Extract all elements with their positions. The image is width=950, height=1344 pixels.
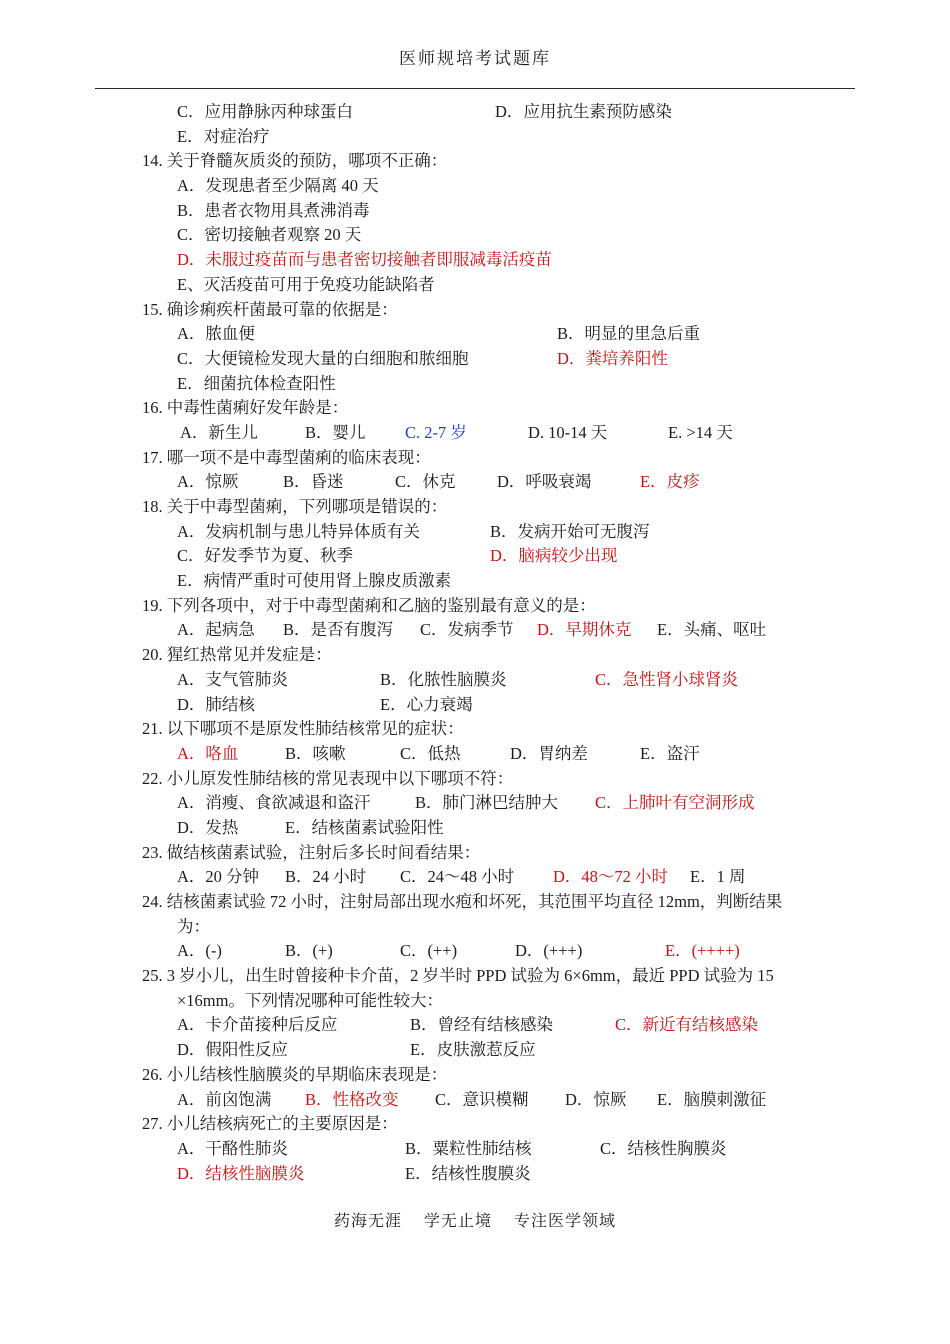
text-run: B．发病开始可无腹泻 — [490, 521, 650, 541]
text-run: A．消瘦、食欲减退和盗汗 — [177, 793, 371, 813]
text-run: B．婴儿 — [305, 422, 366, 442]
document-title: 医师规培考试题库 — [399, 49, 551, 68]
text-line — [0, 1088, 950, 1113]
text-run: B．明显的里急后重 — [557, 324, 701, 344]
text-line — [0, 421, 950, 446]
text-line — [0, 125, 950, 150]
text-run: D．(+++) — [515, 941, 583, 961]
text-line — [0, 964, 950, 989]
text-run: B．肺门淋巴结肿大 — [415, 793, 559, 813]
answer-highlight: D．48～72 小时 — [553, 867, 669, 887]
text-run: A．支气管肺炎 — [177, 669, 288, 689]
answer-highlight: D．粪培养阳性 — [557, 348, 668, 368]
text-run: A．发现患者至少隔离 40 天 — [177, 176, 379, 196]
text-run: E．脑膜刺激征 — [657, 1089, 767, 1109]
text-line — [0, 199, 950, 224]
text-line — [0, 495, 950, 520]
text-run: B．咳嗽 — [285, 743, 346, 763]
text-line — [0, 1112, 950, 1137]
text-run: 18. 关于中毒型菌痢，下列哪项是错误的： — [142, 497, 448, 516]
text-line — [0, 1162, 950, 1187]
text-run: C．休克 — [395, 472, 456, 492]
text-line — [0, 816, 950, 841]
text-line — [0, 989, 950, 1014]
text-run: E．1 周 — [690, 867, 746, 887]
text-line — [0, 149, 950, 174]
text-line — [0, 100, 950, 125]
text-line — [0, 372, 950, 397]
text-run: D．假阳性反应 — [177, 1040, 288, 1060]
answer-highlight: C．新近有结核感染 — [615, 1015, 759, 1035]
answer-highlight: A．咯血 — [177, 743, 239, 763]
text-line — [0, 643, 950, 668]
text-run: 23. 做结核菌素试验，注射后多长时间看结果： — [142, 842, 481, 862]
answer-highlight: C．急性肾小球肾炎 — [595, 669, 739, 689]
text-run: E．头痛、呕吐 — [657, 620, 767, 640]
text-run: A．20 分钟 — [177, 867, 260, 887]
text-run: 19. 下列各项中，对于中毒型菌痢和乙脑的鉴别最有意义的是： — [142, 595, 596, 615]
text-run: 24. 结核菌素试验 72 小时，注射局部出现水疱和坏死，其范围平均直径 12mm，判断结果 — [142, 892, 783, 911]
text-run: D．惊厥 — [565, 1089, 627, 1109]
text-run: B．粟粒性肺结核 — [405, 1138, 532, 1158]
text-run: E、灭活疫苗可用于免疫功能缺陷者 — [177, 274, 435, 294]
answer-highlight: D．未服过疫苗而与患者密切接触者即服减毒活疫苗 — [177, 250, 552, 270]
answer-highlight: E．(++++) — [665, 941, 740, 961]
text-run: 20. 猩红热常见并发症是： — [142, 645, 332, 665]
text-line — [0, 742, 950, 767]
text-line — [0, 248, 950, 273]
text-line — [0, 1013, 950, 1038]
text-run: A．发病机制与患儿特异体质有关 — [177, 521, 420, 541]
text-run: 21. 以下哪项不是原发性肺结核常见的症状： — [142, 719, 464, 739]
text-line — [0, 791, 950, 816]
text-line — [0, 223, 950, 248]
text-run: D．胃纳差 — [510, 743, 588, 763]
text-run: B．曾经有结核感染 — [410, 1015, 554, 1035]
text-line — [0, 841, 950, 866]
answer-highlight: C．上肺叶有空洞形成 — [595, 793, 755, 813]
text-run: D．呼吸衰竭 — [497, 472, 592, 492]
text-run: 27. 小儿结核病死亡的主要原因是： — [142, 1114, 398, 1134]
text-run: C．发病季节 — [420, 620, 514, 640]
text-line — [0, 693, 950, 718]
text-line — [0, 298, 950, 323]
text-line — [0, 1063, 950, 1088]
answer-highlight-blue: C. 2-7 岁 — [405, 422, 467, 442]
text-run: E．心力衰竭 — [380, 694, 473, 714]
text-line — [0, 1137, 950, 1162]
footer-motto: 药海无涯 学无止境 专注医学领域 — [333, 1213, 616, 1230]
text-run: 26. 小儿结核性脑膜炎的早期临床表现是： — [142, 1064, 448, 1084]
text-run: E．皮肤激惹反应 — [410, 1040, 536, 1060]
text-run: A．起病急 — [177, 620, 255, 640]
text-line — [0, 347, 950, 372]
text-run: B．患者衣物用具煮沸消毒 — [177, 200, 370, 220]
text-line — [0, 618, 950, 643]
text-run: 22. 小儿原发性肺结核的常见表现中以下哪项不符： — [142, 768, 514, 788]
text-run: E．盗汗 — [640, 743, 700, 763]
text-run: A．惊厥 — [177, 472, 239, 492]
text-run: 25. 3 岁小儿，出生时曾接种卡介苗，2 岁半时 PPD 试验为 6×6mm，最近 PPD 试验为 15 — [142, 966, 774, 986]
text-run: C．密切接触者观察 20 天 — [177, 225, 362, 245]
text-line — [0, 890, 950, 915]
text-run: D．肺结核 — [177, 694, 255, 714]
answer-highlight: D．结核性脑膜炎 — [177, 1163, 305, 1183]
text-run: A．脓血便 — [177, 324, 255, 344]
text-run: E．病情严重时可使用肾上腺皮质激素 — [177, 571, 452, 591]
text-run: B．(+) — [285, 941, 333, 961]
text-run: E．结核性腹膜炎 — [405, 1163, 531, 1183]
answer-highlight: D．脑病较少出现 — [490, 546, 618, 566]
answer-highlight: D．早期休克 — [537, 620, 632, 640]
document-body — [0, 100, 950, 1186]
text-run: C．结核性胸膜炎 — [600, 1138, 727, 1158]
text-run: D．发热 — [177, 817, 239, 837]
text-run: 14. 关于脊髓灰质炎的预防，哪项不正确： — [142, 151, 448, 171]
text-line — [0, 668, 950, 693]
text-run: B．化脓性脑膜炎 — [380, 669, 507, 689]
text-line — [0, 915, 950, 940]
text-run: B．是否有腹泻 — [283, 620, 394, 640]
text-line — [0, 717, 950, 742]
text-run: 为： — [177, 916, 210, 936]
text-run: A．新生儿 — [180, 422, 258, 442]
text-run: B．24 小时 — [285, 867, 367, 887]
text-run: D．应用抗生素预防感染 — [495, 102, 672, 121]
text-run: E．对症治疗 — [177, 126, 270, 146]
text-run: A．干酪性肺炎 — [177, 1138, 288, 1158]
text-run: C．大便镜检发现大量的白细胞和脓细胞 — [177, 348, 469, 368]
text-line — [0, 174, 950, 199]
text-line — [0, 470, 950, 495]
text-run: C．低热 — [400, 743, 461, 763]
text-line — [0, 1038, 950, 1063]
text-run: C．好发季节为夏、秋季 — [177, 546, 354, 566]
text-line — [0, 594, 950, 619]
text-line — [0, 396, 950, 421]
text-run: D. 10-14 天 — [528, 422, 608, 442]
answer-highlight: B．性格改变 — [305, 1089, 399, 1109]
text-run: A．卡介苗接种后反应 — [177, 1015, 338, 1035]
text-run: 16. 中毒性菌痢好发年龄是： — [142, 398, 349, 418]
text-run: A．前囟饱满 — [177, 1089, 272, 1109]
text-line — [0, 322, 950, 347]
text-run: 15. 确诊痢疾杆菌最可靠的依据是： — [142, 299, 398, 319]
text-run: C．应用静脉丙种球蛋白 — [177, 102, 354, 121]
text-run: 17. 哪一项不是中毒型菌痢的临床表现： — [142, 447, 431, 467]
text-line — [0, 273, 950, 298]
text-run: C．24～48 小时 — [400, 867, 515, 887]
answer-highlight: E．皮疹 — [640, 472, 700, 492]
text-run: ×16mm。下列情况哪种可能性较大： — [177, 990, 443, 1010]
text-run: B．昏迷 — [283, 472, 344, 492]
text-run: E. >14 天 — [668, 422, 733, 442]
text-run: C．(++) — [400, 941, 458, 961]
text-line — [0, 569, 950, 594]
text-run: C．意识模糊 — [435, 1089, 529, 1109]
text-run: E．结核菌素试验阳性 — [285, 817, 444, 837]
text-line — [0, 865, 950, 890]
text-line — [0, 446, 950, 471]
text-line — [0, 544, 950, 569]
text-run: A．(-) — [177, 941, 222, 961]
text-line — [0, 939, 950, 964]
header-divider — [95, 88, 855, 89]
text-line — [0, 767, 950, 792]
text-run: E．细菌抗体检查阳性 — [177, 373, 336, 393]
text-line — [0, 520, 950, 545]
